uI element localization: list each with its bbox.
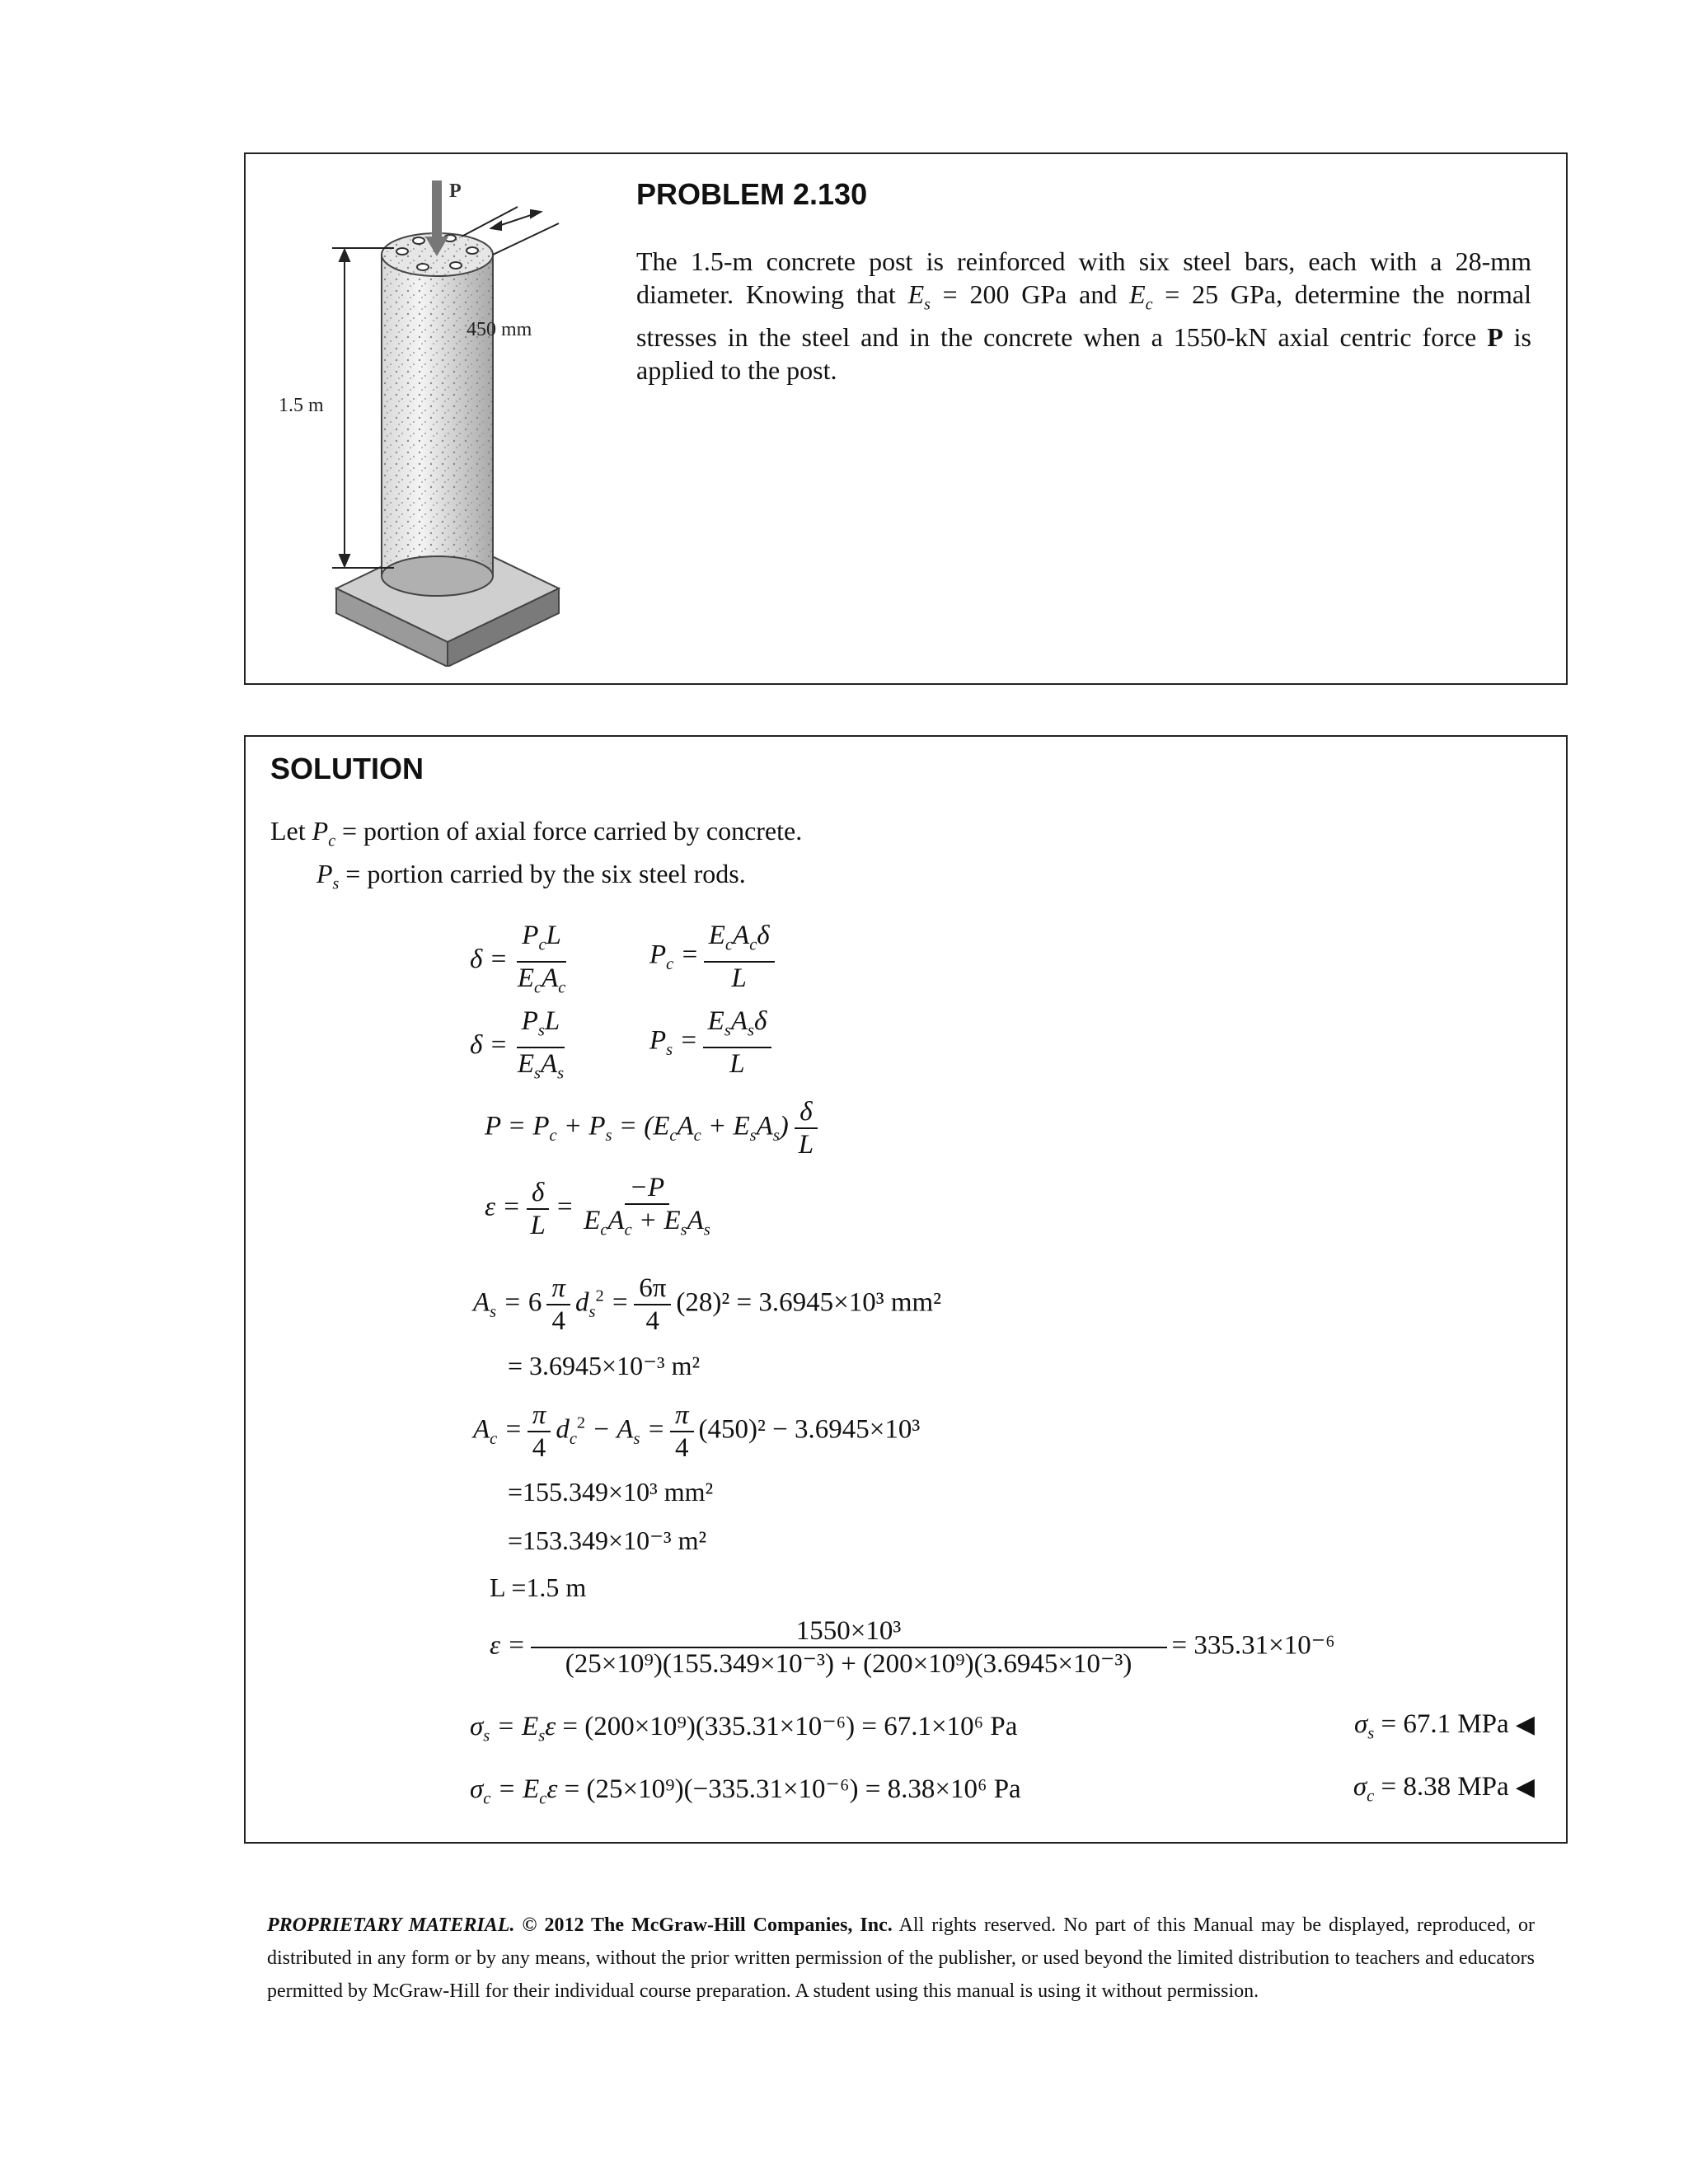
answer-marker-icon: ◀ xyxy=(1515,1711,1535,1738)
problem-title: PROBLEM 2.130 xyxy=(636,177,868,211)
diameter-label: 450 mm xyxy=(467,319,532,340)
eq-delta-steel: δ = $\frac{P_sL}{E_sA_s}$ xyxy=(470,1006,565,1083)
height-label: 1.5 m xyxy=(279,395,324,416)
eq-total-force: $P = P_c + P_s = (E_cA_c + E_sA_s)$ $\frac{\delta}{L}$ xyxy=(485,1096,823,1160)
copyright-footer: PROPRIETARY MATERIAL. © 2012 The McGraw-Hill Companies, Inc. All rights reserved. No part of this Manual may be displayed, reproduced, or distributed in any form or by any means, without the prior written permission of the publisher, or used beyond the limited distribution to teachers and educators permitted by McGraw-Hill for their individual course preparation. A student using this manual is using it without permission. xyxy=(267,1915,1535,2002)
answer-concrete-stress: $\sigma_c = 8.38$ MPa ◀ xyxy=(1353,1772,1535,1806)
eq-length: L =1.5 m xyxy=(490,1572,587,1602)
definition-ps: $P_s$ = portion carried by the six steel rods. xyxy=(316,859,746,893)
eq-steel-area-si: = 3.6945×10⁻³ m² xyxy=(508,1351,701,1380)
eq-concrete-area: $A_c$ = $\frac{\pi}{4}$ $d_c^2 - A_s$ = $\frac{\pi}{4}$ (450)² − 3.6945×10³ xyxy=(473,1400,921,1463)
eq-ps: $P_s$ = $\frac{E_sA_s\delta}{L}$ xyxy=(649,1005,776,1080)
concrete-post-figure xyxy=(279,172,608,667)
eq-concrete-area-mm: =155.349×10³ mm² xyxy=(508,1477,714,1507)
eq-pc: $P_c$ = $\frac{E_cA_c\delta}{L}$ xyxy=(649,920,780,994)
eq-concrete-area-si: =153.349×10⁻³ m² xyxy=(508,1526,707,1555)
solution-panel xyxy=(244,735,1568,1844)
eq-steel-stress: $\sigma_s = E_s\varepsilon = (200\times 10^9)(335.31\times 10^{-6}) = 67.1\times 10^6$ Pa xyxy=(470,1712,1018,1746)
eq-steel-area: $A_s = 6$ $\frac{\pi}{4}$ $d_s^2$ = $\frac{6\pi}{4}$ (28)² = 3.6945×10³ mm² xyxy=(473,1273,942,1336)
eq-strain-numeric: ε = $\frac{\text{1550×10³}}{\text{(25×10⁹)(155.349×10⁻³) + (200×10⁹)(3.6945×10⁻³)}}$ = 335.31×10⁻⁶ xyxy=(490,1616,1335,1679)
problem-panel xyxy=(244,152,1568,685)
eq-delta-concrete: δ = $\frac{P_cL}{E_cA_c}$ xyxy=(470,921,566,997)
answer-steel-stress: $\sigma_s = 67.1$ MPa ◀ xyxy=(1353,1709,1535,1743)
solution-title: SOLUTION xyxy=(270,752,424,785)
definition-pc: Let $P_c$ = portion of axial force carried by concrete. xyxy=(270,816,803,851)
problem-statement: The 1.5-m concrete post is reinforced with six steel bars, each with a 28-mm diameter. Knowing that $E_s = 200$ GPa and $E_c = 25$ GPa, determine the normal stresses in the steel and in the concrete when a 1550-kN axial centric force P is applied to the post. xyxy=(636,246,1532,386)
eq-strain-general: ε = $\frac{\delta}{L}$ = $\frac{-P}{E_cA_c + E_sA_s}$ xyxy=(485,1173,710,1240)
load-label: P xyxy=(449,180,462,202)
answer-marker-icon: ◀ xyxy=(1515,1774,1535,1801)
eq-concrete-stress: $\sigma_c = E_c\varepsilon = (25\times 10^9)(-335.31\times 10^{-6}) = 8.38\times 10^6$ Pa xyxy=(470,1774,1021,1808)
concrete-cylinder xyxy=(382,233,493,596)
